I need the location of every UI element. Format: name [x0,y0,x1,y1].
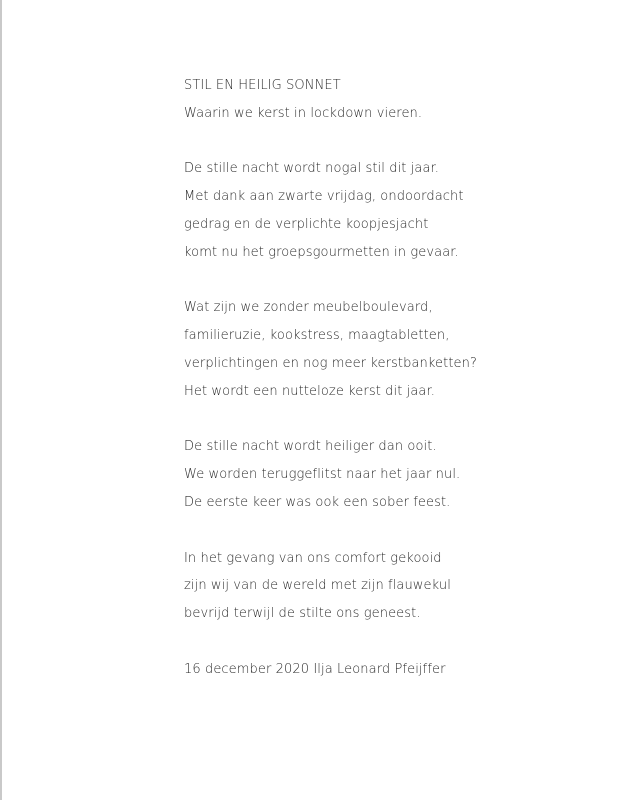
stanza-4-line: In het gevang van ons comfort gekooid [184,550,442,566]
stanza-4-line: zijn wij van de wereld met zijn flauwekul [184,578,451,594]
stanza-3-line: De eerste keer was ook een sober feest. [184,494,451,510]
stanza-gap [184,628,624,656]
poem-subtitle: Waarin we kerst in lockdown vieren. [184,105,423,121]
stanza-2-line: Het wordt een nutteloze kerst dit jaar. [184,383,435,399]
stanza-1-line: komt nu het groepsgourmetten in gevaar. [184,244,459,260]
poem-body [184,72,624,684]
poem-signature: 16 december 2020 Ilja Leonard Pfeijffer [184,661,446,677]
stanza-1-line: De stille nacht wordt nogal stil dit jaar. [184,161,440,177]
stanza-1-line: Met dank aan zwarte vrijdag, ondoordacht [184,189,464,205]
stanza-2-line: familieruzie, kookstress, maagtabletten, [184,328,450,344]
stanza-gap [184,128,624,156]
stanza-gap [184,406,624,434]
stanza-1-line: gedrag en de verplichte koopjesjacht [184,216,429,232]
stanza-gap [184,517,624,545]
stanza-2-line: Wat zijn we zonder meubelboulevard, [184,300,433,316]
stanza-2-line: verplichtingen en nog meer kerstbanketten? [184,355,477,371]
stanza-4-line: bevrijd terwijl de stilte ons geneest. [184,606,421,622]
stanza-3-line: De stille nacht wordt heiliger dan ooit. [184,439,437,455]
stanza-3-line: We worden teruggeflitst naar het jaar nul. [184,467,461,483]
poem-title: STIL EN HEILIG SONNET [184,78,341,93]
stanza-gap [184,267,624,295]
